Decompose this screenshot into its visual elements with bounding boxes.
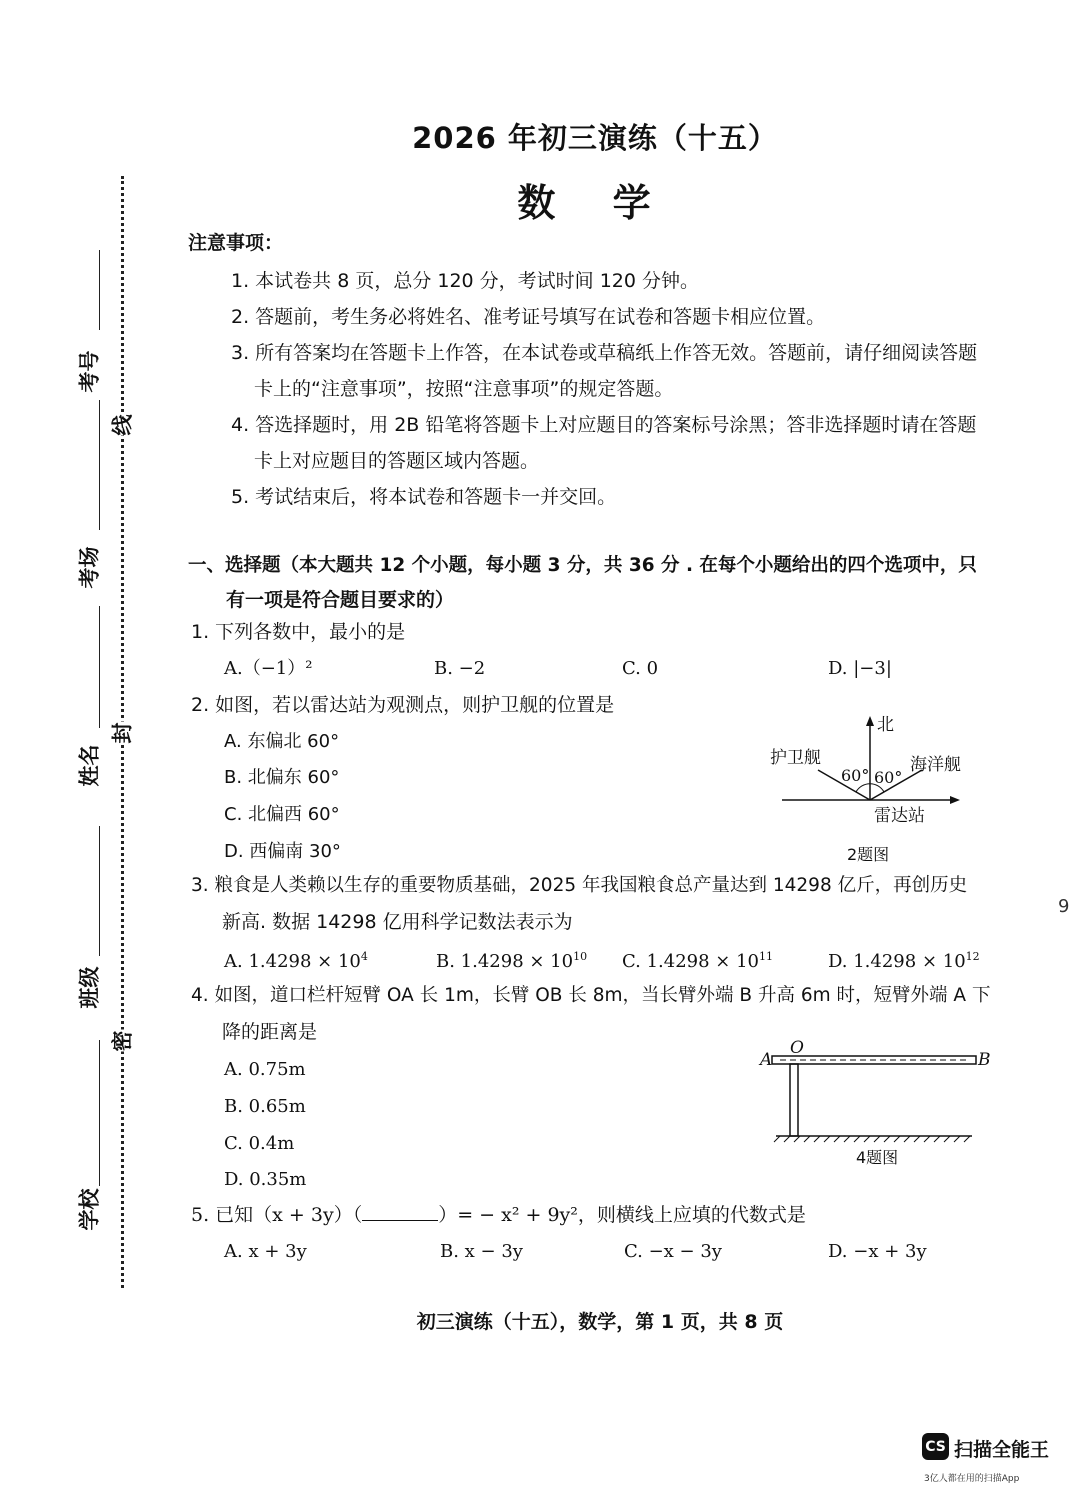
q1-option-c: C. 0: [622, 658, 659, 679]
q5-option-b: B. x − 3y: [440, 1241, 523, 1262]
q2-stem: 2. 如图，若以雷达站为观测点，则护卫舰的位置是: [191, 694, 615, 716]
notice-line-3b: 卡上的“注意事项”，按照“注意事项”的规定答题。: [254, 378, 674, 400]
kaohao-underline: [99, 250, 100, 330]
page-footer: 初三演练（十五），数学，第 1 页，共 8 页: [416, 1311, 784, 1333]
barrier-post: [790, 1064, 798, 1136]
q3-option-c: [622, 951, 773, 971]
xuexiao-underline: [99, 1040, 100, 1186]
q3-option-d-base: D. 1.4298 × 10: [828, 951, 966, 972]
q3-option-a-base: A. 1.4298 × 10: [224, 951, 361, 972]
q2-option-d: D. 西偏南 30°: [224, 841, 341, 862]
notice-line-5: 5. 考试结束后，将本试卷和答题卡一并交回。: [231, 486, 617, 508]
q2-option-c: C. 北偏西 60°: [224, 804, 340, 825]
notice-line-3: 3. 所有答案均在答题卡上作答，在本试卷或草稿纸上作答无效。答题前，请仔细阅读答题: [231, 342, 978, 364]
q5-stem: [191, 1206, 806, 1225]
camscanner-name: 扫描全能王: [954, 1439, 1050, 1461]
label-xuexiao: 学校: [77, 1188, 102, 1231]
fig2-ocean-label: 海洋舰: [910, 755, 961, 775]
east-arrow-head: [950, 796, 960, 804]
camscanner-slogan: 3亿人都在用的扫描App: [924, 1474, 1020, 1484]
q5-answer-blank: [362, 1206, 438, 1221]
notice-heading: 注意事项：: [188, 232, 284, 254]
section-one-heading: 一、选择题（本大题共 12 个小题，每小题 3 分，共 36 分 . 在每个小题给出的四个选项中，只: [188, 555, 977, 576]
q4-option-b: B. 0.65m: [224, 1096, 306, 1117]
q3-option-b-exp: 10: [573, 950, 588, 963]
notice-line-2: 2. 答题前，考生务必将姓名、准考证号填写在试卷和答题卡相应位置。: [231, 306, 826, 328]
label-kaochang: 考场: [77, 546, 102, 589]
q3-option-a-exp: 4: [360, 950, 368, 963]
ground-hatching: [774, 1136, 970, 1142]
q3-option-b: [436, 951, 587, 971]
q5-stem-pre: 5. 已知（x + 3y）（: [191, 1204, 363, 1226]
section-one-heading-cont: 有一项是符合题目要求的）: [226, 589, 455, 611]
q3-stem-cont: 新高. 数据 14298 亿用科学记数法表示为: [222, 911, 573, 933]
q4-option-c: C. 0.4m: [224, 1133, 295, 1154]
right-margin-mark: 9: [1058, 896, 1070, 917]
q3-option-a: [224, 951, 368, 971]
label-xingming: 姓名: [77, 744, 102, 787]
fig4-label-b: B: [978, 1050, 991, 1070]
q5-option-a: A. x + 3y: [224, 1241, 307, 1262]
q5-option-d: D. −x + 3y: [828, 1241, 927, 1262]
q3-option-d: [828, 951, 980, 971]
camscanner-logo: CS: [922, 1433, 949, 1460]
q3-option-c-exp: 11: [759, 950, 773, 963]
fig4-label-a: A: [760, 1050, 773, 1070]
xingming-underline: [99, 606, 100, 728]
notice-line-1: 1. 本试卷共 8 页，总分 120 分，考试时间 120 分钟。: [231, 270, 700, 292]
q3-option-d-exp: 12: [965, 950, 980, 963]
fig4-caption: 4题图: [856, 1148, 899, 1167]
q4-stem: 4. 如图，道口栏杆短臂 OA 长 1m，长臂 OB 长 8m，当长臂外端 B 升高 6m 时，短臂外端 A 下: [191, 985, 991, 1006]
q5-option-c: C. −x − 3y: [624, 1241, 722, 1262]
fig2-radar-label: 雷达站: [874, 806, 925, 826]
q4-option-d: D. 0.35m: [224, 1169, 307, 1190]
q3-option-c-base: C. 1.4298 × 10: [622, 951, 759, 972]
notice-line-4: 4. 答选择题时，用 2B 铅笔将答题卡上对应题目的答案标号涂黑；答非选择题时请在答题: [231, 414, 977, 436]
fig2-north-label: 北: [877, 715, 894, 735]
fig4-label-o: O: [790, 1038, 804, 1058]
q1-stem: 1. 下列各数中，最小的是: [191, 621, 406, 643]
q1-option-b: B. −2: [434, 658, 486, 679]
mark-xian: 线: [110, 414, 135, 436]
banji-underline: [99, 826, 100, 956]
fig2-caption: 2题图: [847, 845, 890, 864]
fig2-angle-right: 60°: [874, 768, 903, 787]
mark-feng: 封: [110, 722, 135, 744]
q4-option-a: A. 0.75m: [224, 1059, 306, 1080]
fig2-angle-left: 60°: [841, 766, 870, 785]
q2-option-b: B. 北偏东 60°: [224, 767, 340, 788]
q5-stem-post: ）= − x² + 9y²，则横线上应填的代数式是: [438, 1204, 806, 1226]
fig2-frigate-label: 护卫舰: [770, 748, 821, 768]
figure-2-compass-diagram: [770, 710, 1010, 880]
q3-option-b-base: B. 1.4298 × 10: [436, 951, 574, 972]
mark-mi: 密: [110, 1030, 135, 1052]
q1-option-a: A.（−1）²: [224, 658, 313, 679]
q4-stem-cont: 降的距离是: [222, 1021, 318, 1043]
label-banji: 班级: [77, 966, 102, 1009]
q3-stem: 3. 粮食是人类赖以生存的重要物质基础，2025 年我国粮食总产量达到 14298 亿斤，再创历史: [191, 875, 968, 896]
q1-option-d: D. |−3|: [828, 658, 892, 679]
subject-title: 数 学: [517, 181, 673, 225]
notice-line-4b: 卡上对应题目的答题区域内答题。: [254, 450, 540, 472]
kaochang-underline: [99, 400, 100, 530]
north-arrow-head: [866, 716, 874, 726]
label-kaohao: 考号: [77, 350, 102, 393]
q2-option-a: A. 东偏北 60°: [224, 731, 340, 752]
exam-title: 2026 年初三演练（十五）: [412, 121, 778, 155]
